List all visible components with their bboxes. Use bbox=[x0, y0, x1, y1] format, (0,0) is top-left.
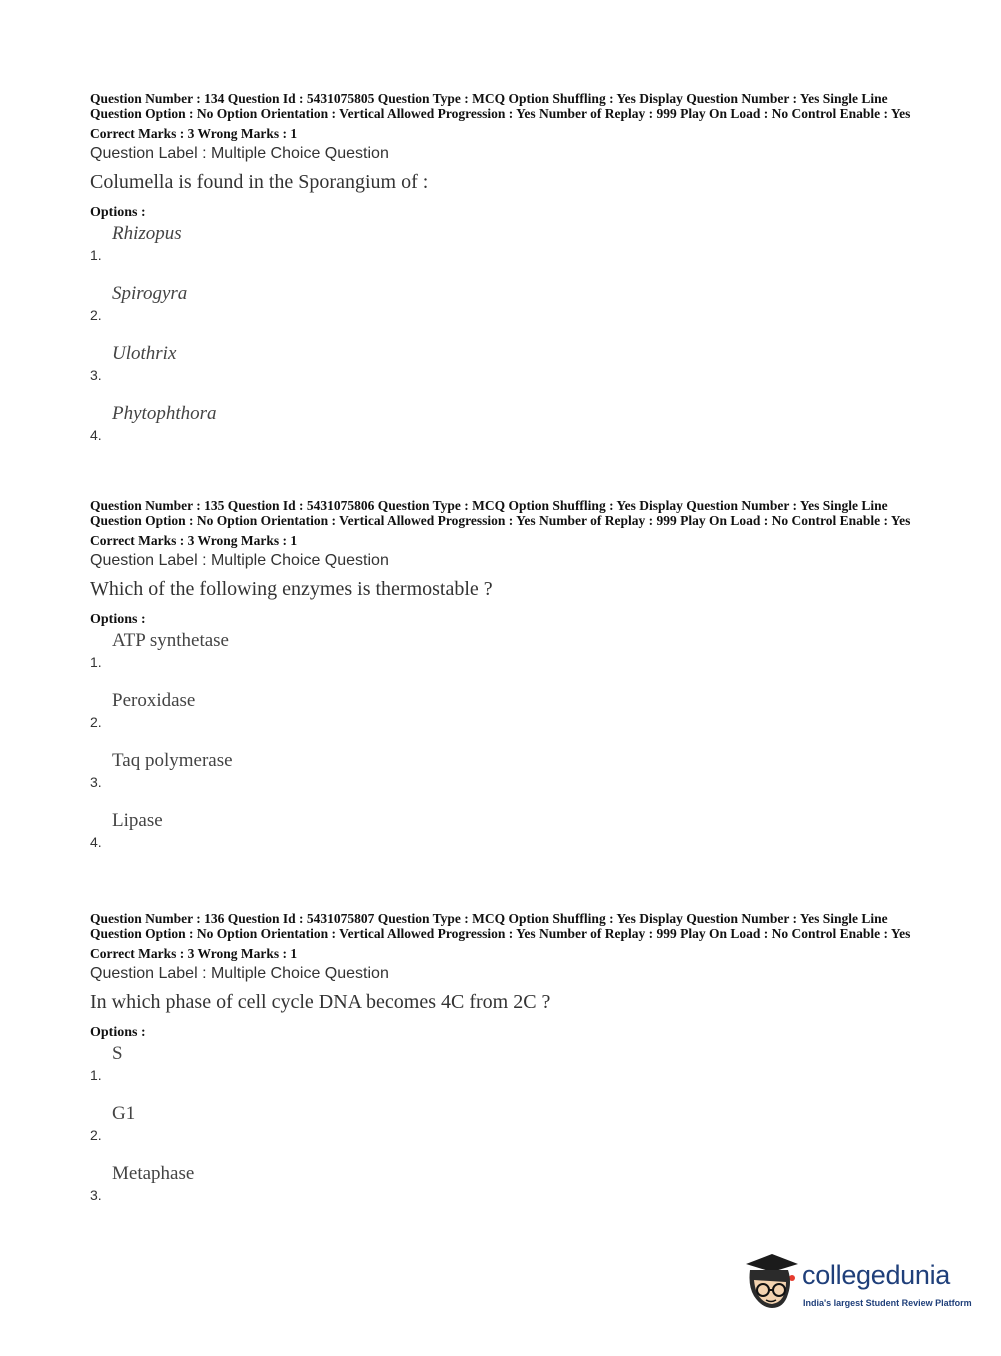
option-item bbox=[90, 750, 920, 810]
option-text: Ulothrix bbox=[112, 343, 177, 364]
option-number: 3. bbox=[90, 1187, 102, 1203]
option-number: 3. bbox=[90, 367, 102, 383]
question-meta: Question Number : 136 Question Id : 5431075807 Question Type : MCQ Option Shuffling : Yes Display Question Number : Yes Single Line Question Option : No Option Orientation : Vertical Allowed Progression : Yes Number of Replay : 999 Play On Load : No Control Enable : Yes bbox=[90, 911, 911, 941]
option-item bbox=[90, 810, 920, 870]
question-136 bbox=[90, 912, 920, 1223]
logo-name: collegedunia bbox=[802, 1260, 951, 1290]
option-number: 3. bbox=[90, 774, 102, 790]
option-number: 1. bbox=[90, 247, 102, 263]
question-label: Question Label : Multiple Choice Question bbox=[90, 145, 389, 162]
option-item bbox=[90, 223, 920, 283]
option-number: 4. bbox=[90, 834, 102, 850]
question-134 bbox=[90, 92, 920, 463]
question-marks: Correct Marks : 3 Wrong Marks : 1 bbox=[90, 533, 298, 548]
option-item bbox=[90, 403, 920, 463]
logo-tagline: India's largest Student Review Platform bbox=[803, 1298, 972, 1308]
option-number: 4. bbox=[90, 427, 102, 443]
option-text: Lipase bbox=[112, 810, 163, 831]
question-meta: Question Number : 134 Question Id : 5431075805 Question Type : MCQ Option Shuffling : Yes Display Question Number : Yes Single Line Question Option : No Option Orientation : Vertical Allowed Progression : Yes Number of Replay : 999 Play On Load : No Control Enable : Yes bbox=[90, 91, 911, 121]
option-text: Peroxidase bbox=[112, 690, 196, 711]
option-number: 1. bbox=[90, 1067, 102, 1083]
option-text: Spirogyra bbox=[112, 283, 188, 304]
question-label: Question Label : Multiple Choice Question bbox=[90, 965, 389, 982]
option-number: 2. bbox=[90, 714, 102, 730]
option-text: Metaphase bbox=[112, 1163, 195, 1184]
question-text: Which of the following enzymes is thermostable ? bbox=[90, 578, 493, 600]
option-text: Phytophthora bbox=[112, 403, 217, 424]
question-marks: Correct Marks : 3 Wrong Marks : 1 bbox=[90, 126, 298, 141]
question-label: Question Label : Multiple Choice Question bbox=[90, 552, 389, 569]
question-marks: Correct Marks : 3 Wrong Marks : 1 bbox=[90, 946, 298, 961]
option-number: 2. bbox=[90, 307, 102, 323]
options-heading: Options : bbox=[90, 205, 146, 220]
options-heading: Options : bbox=[90, 612, 146, 627]
question-text: In which phase of cell cycle DNA becomes 4C from 2C ? bbox=[90, 991, 551, 1013]
option-item bbox=[90, 283, 920, 343]
collegedunia-logo bbox=[742, 1250, 972, 1318]
option-item bbox=[90, 343, 920, 403]
question-text: Columella is found in the Sporangium of : bbox=[90, 171, 429, 193]
option-number: 2. bbox=[90, 1127, 102, 1143]
mascot-icon bbox=[742, 1250, 800, 1312]
option-text: Taq polymerase bbox=[112, 750, 233, 771]
question-meta: Question Number : 135 Question Id : 5431075806 Question Type : MCQ Option Shuffling : Yes Display Question Number : Yes Single Line Question Option : No Option Orientation : Vertical Allowed Progression : Yes Number of Replay : 999 Play On Load : No Control Enable : Yes bbox=[90, 498, 911, 528]
option-number: 1. bbox=[90, 654, 102, 670]
option-text: G1 bbox=[112, 1103, 136, 1124]
option-item bbox=[90, 630, 920, 690]
option-text: S bbox=[112, 1043, 123, 1064]
option-item bbox=[90, 1163, 920, 1223]
option-text: ATP synthetase bbox=[112, 630, 229, 651]
option-item bbox=[90, 1103, 920, 1163]
option-text: Rhizopus bbox=[112, 223, 182, 244]
option-item bbox=[90, 1043, 920, 1103]
options-heading: Options : bbox=[90, 1025, 146, 1040]
question-135 bbox=[90, 499, 920, 870]
option-item bbox=[90, 690, 920, 750]
